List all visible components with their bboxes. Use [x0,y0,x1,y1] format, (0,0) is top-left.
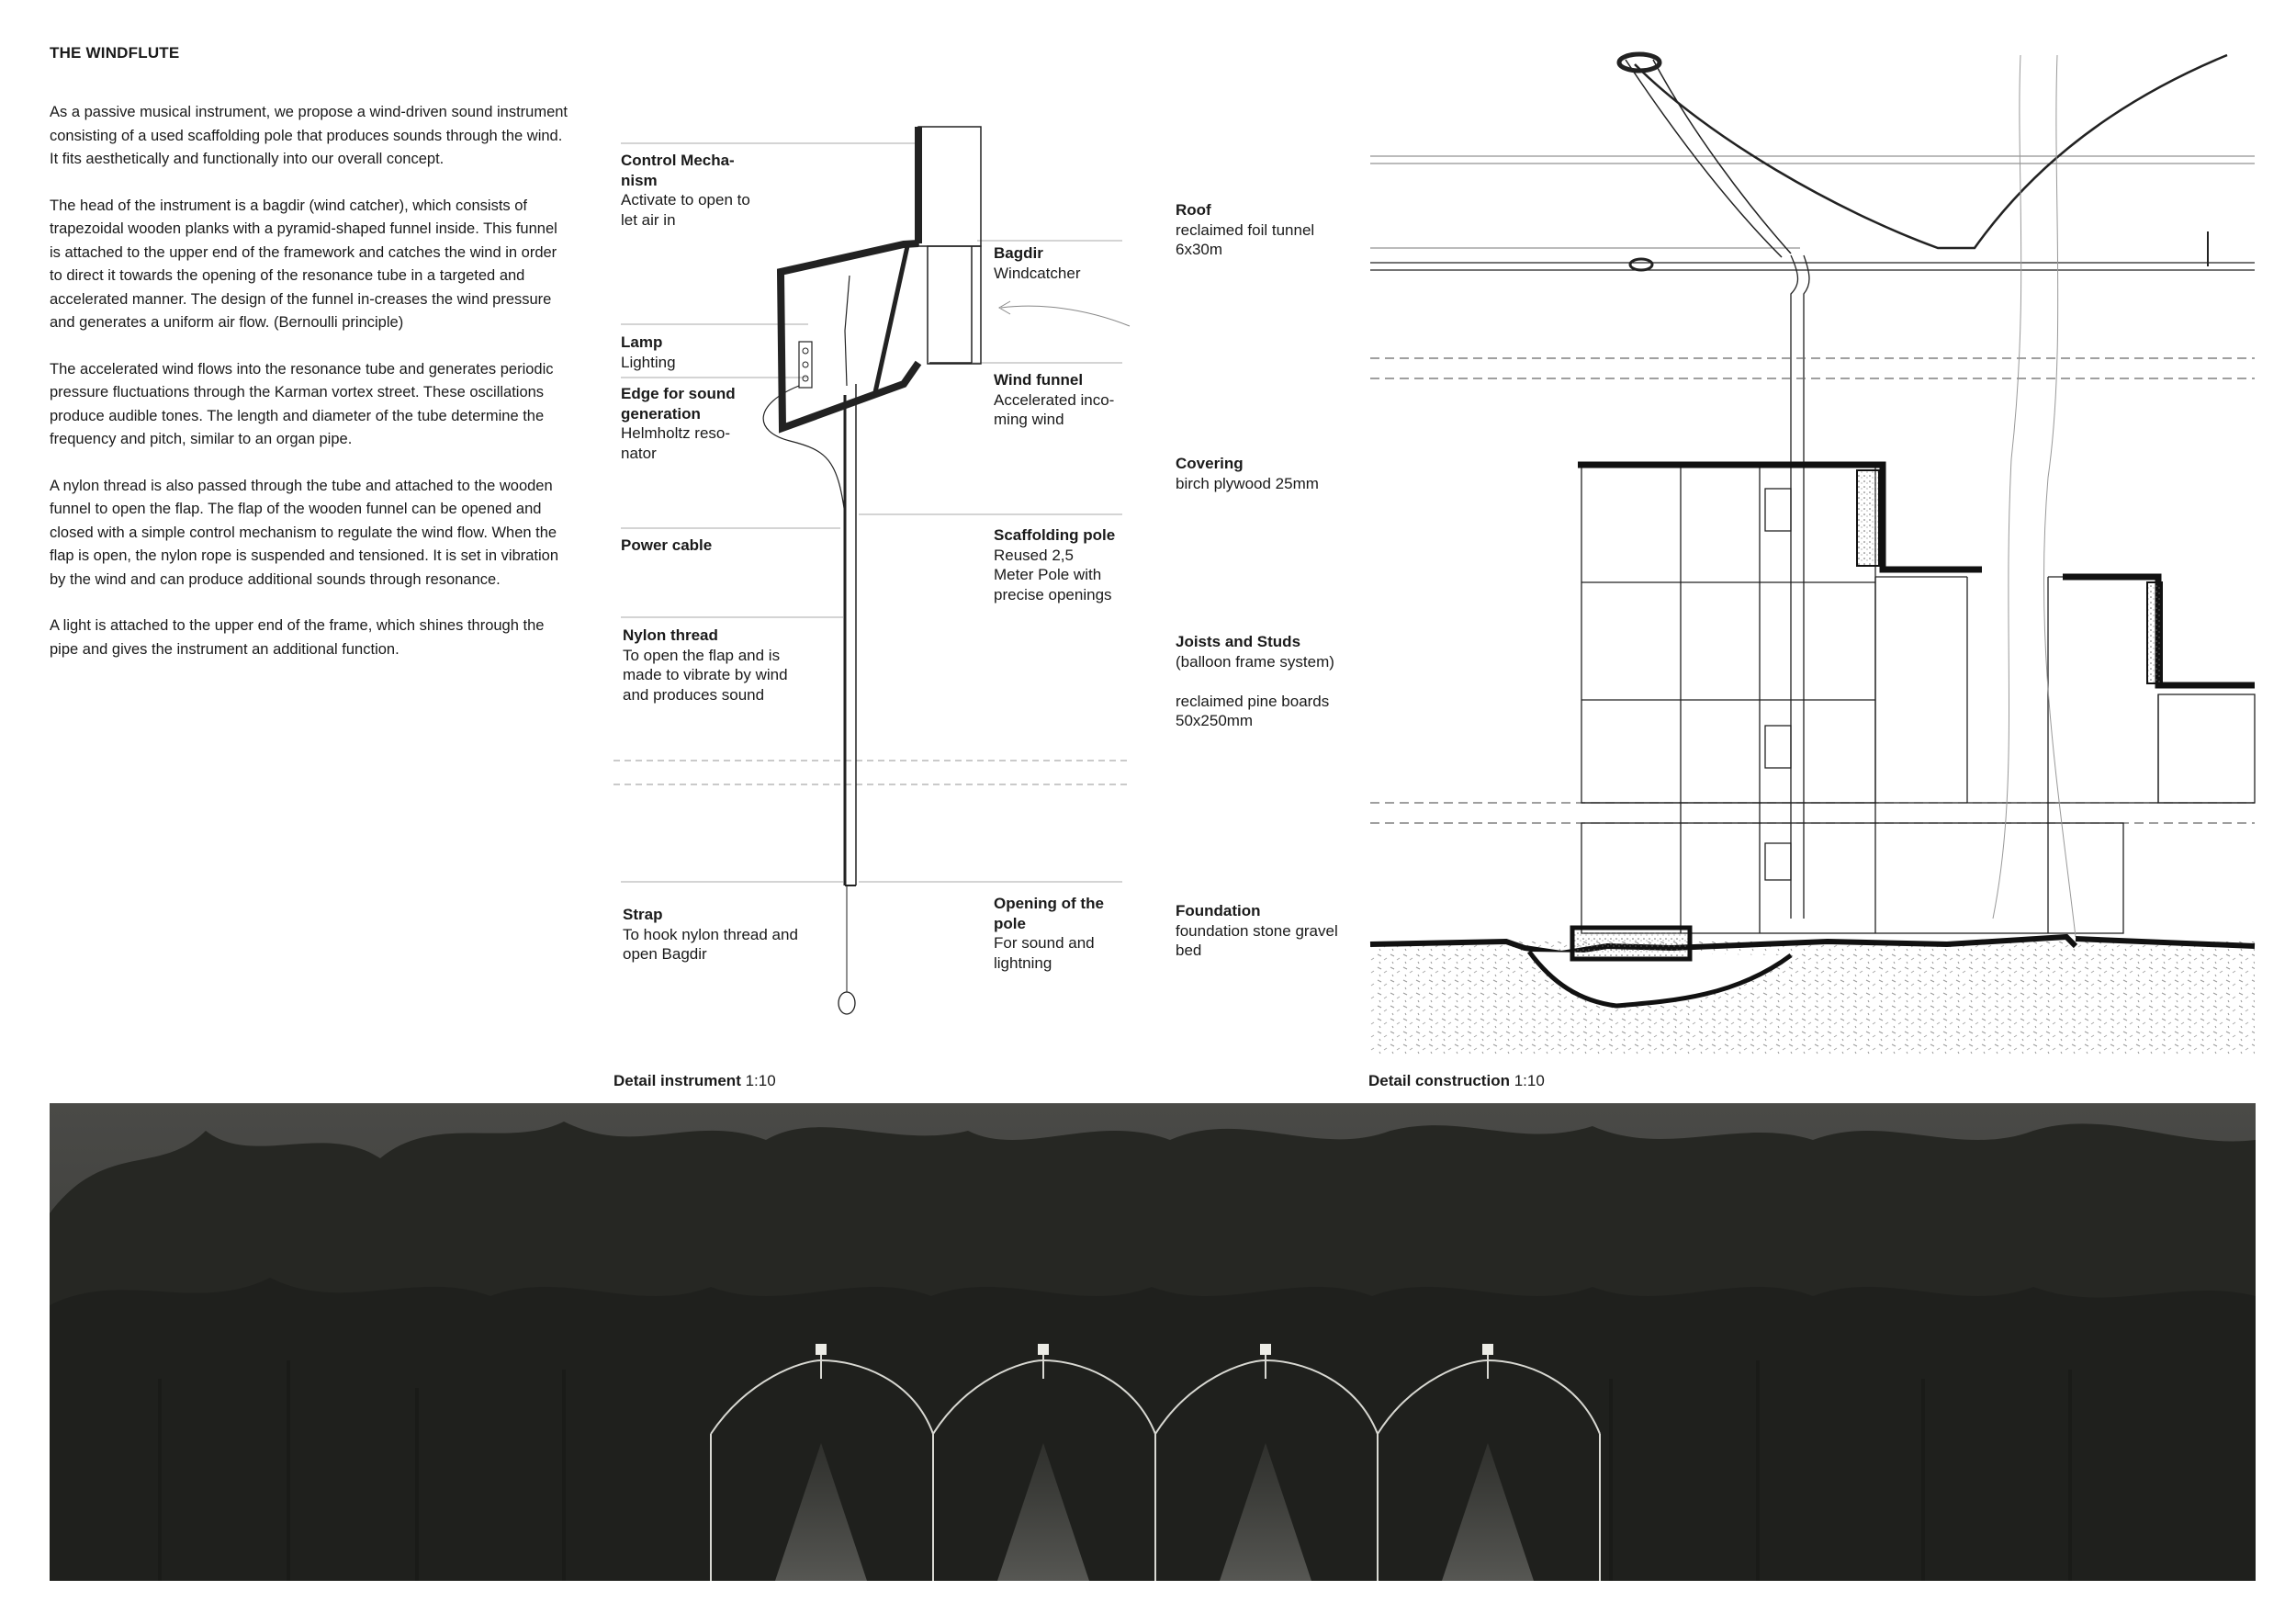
caption-construction: Detail construction 1:10 [1368,1072,1545,1089]
label-power-cable: Power cable [621,536,713,554]
steel-brackets [1765,489,1791,880]
label-scaffolding-pole: Scaffolding pole Reused 2,5 Meter Pole with precise openings [994,526,1116,603]
foundation-stone [1572,928,1690,959]
label-bagdir: Bagdir Windcatcher [994,244,1081,282]
label-joists-studs: Joists and Studs (balloon frame system) reclaimed pine boards 50x250mm [1176,633,1334,729]
break-lines [1370,358,2255,823]
label-wind-funnel: Wind funnel Accelerated inco- ming wind [994,371,1115,428]
insulation-fill [2147,582,2162,683]
label-lamp: Lamp Lighting [621,333,676,371]
intro-paragraph: A light is attached to the upper end of the frame, which shines through the pipe and gives the instrument an additional function. [50,617,545,658]
insulation-fill [1857,470,1879,566]
label-strap: Strap To hook nylon thread and open Bagdir [623,906,798,963]
intro-paragraph: As a passive musical instrument, we propose a wind-driven sound instrument consisting of a used scaffolding pole that produces sounds through the wind. It fits aesthetically and functionally into our overall concept. [50,104,568,167]
forest-render-svg [50,1103,2256,1581]
label-foundation: Foundation foundation stone gravel bed [1176,902,1338,959]
forest-night-render [50,1103,2256,1581]
intro-paragraph: The head of the instrument is a bagdir (wind catcher), which consists of trapezoidal wooden planks with a pyramid-shaped funnel inside. This funnel is attached to the upper end of the framework and catches the wind in order to direct it towards the opening of the resonance tube in a targeted and accelerated manner. The design of the funnel in-creases the wind pressure and generates a uniform air flow. (Bernoulli principle) [50,197,557,331]
label-nylon-thread: Nylon thread To open the flap and is made to vibrate by wind and produces sound [623,626,788,704]
caption-instrument: Detail instrument 1:10 [613,1072,776,1089]
wall-panels [1581,463,2255,933]
label-control-mechanism: Control Mecha- nism Activate to open to let air in [621,152,750,229]
gravel-ground [1370,942,2255,1055]
roof-structure [1370,54,2255,919]
label-edge-sound: Edge for sound generation Helmholtz reso- nator [621,385,736,462]
page-title: THE WINDFLUTE [50,44,180,62]
tree-sketch [1993,55,2076,937]
label-roof: Roof reclaimed foil tunnel 6x30m [1176,201,1315,258]
intro-paragraph: A nylon thread is also passed through the tube and attached to the wooden funnel to open the flap. The flap of the wooden funnel can be opened and closed with a simple control mechanism to regulate the wind flow. When the flap is open, the nylon rope is suspended and tensioned. It is set in vibration by the wind and can produce additional sounds through resonance. [50,477,559,588]
label-covering: Covering birch plywood 25mm [1176,455,1319,492]
label-opening-pole: Opening of the pole For sound and lightning [994,895,1104,972]
intro-paragraph: The accelerated wind flows into the resonance tube and generates periodic pressure fluctuations through the Karman vortex street. These oscillations produce audible tones. The length and diameter of the tube determine the frequency and pitch, similar to an organ pipe. [50,360,554,447]
